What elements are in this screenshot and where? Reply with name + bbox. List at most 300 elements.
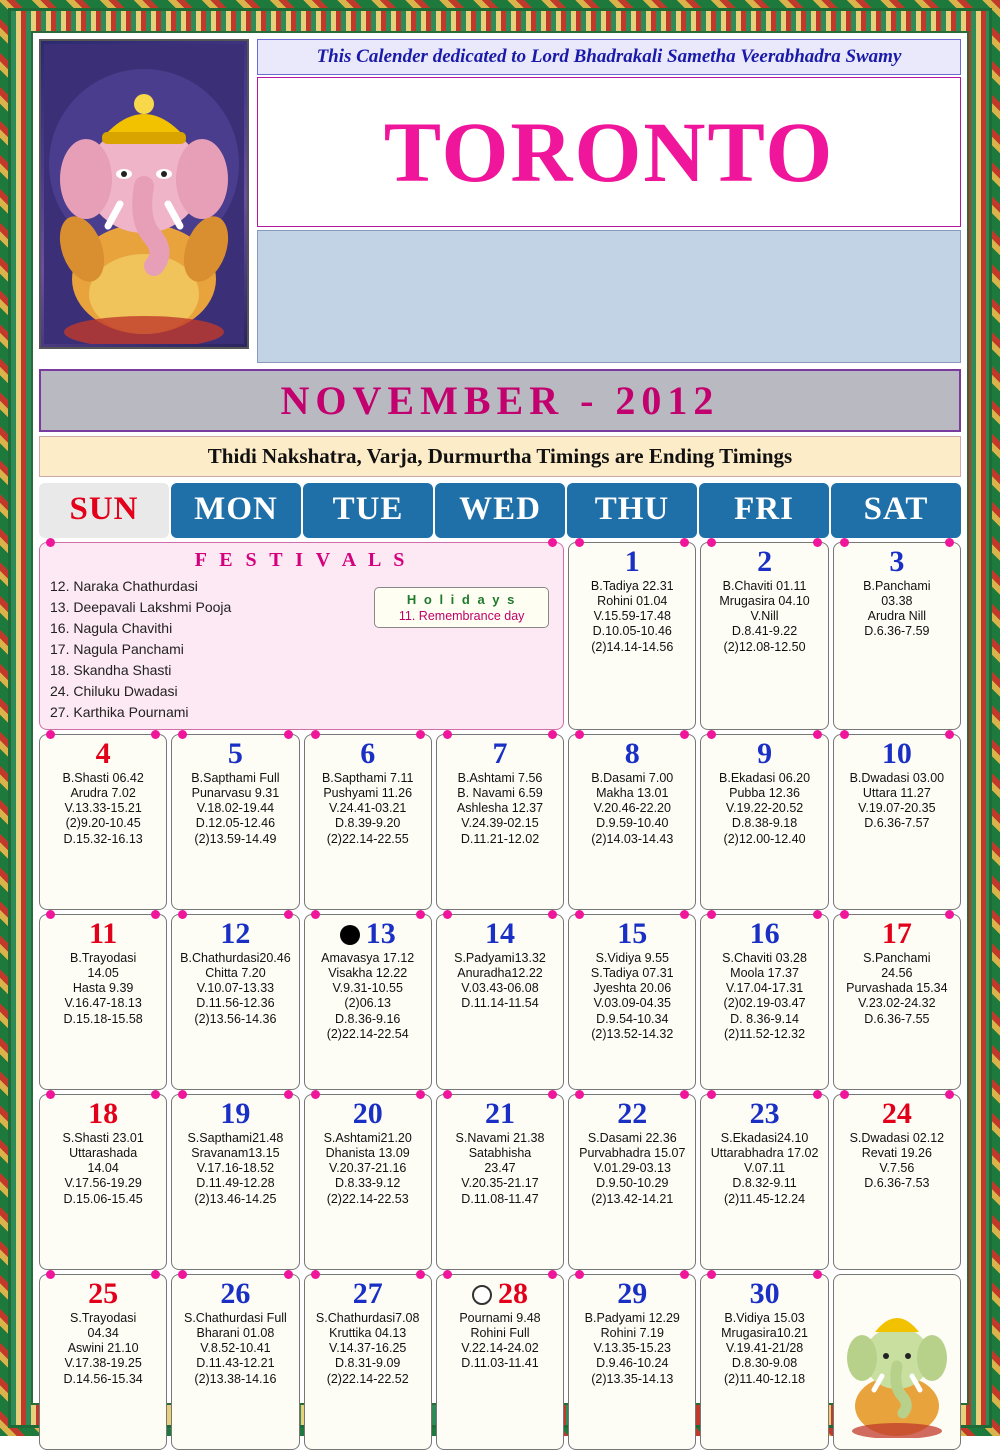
day-detail-line: D.11.03-11.41 — [461, 1356, 539, 1371]
day-details — [703, 579, 825, 655]
day-detail-line: B.Trayodasi — [70, 950, 137, 965]
pin-dot — [548, 538, 557, 547]
weekday-sun: SUN — [39, 483, 169, 538]
day-detail-line: 24.56 — [881, 965, 913, 980]
day-cell-5[interactable] — [171, 734, 299, 910]
day-detail-line: 23.47 — [484, 1161, 516, 1175]
day-detail-line: S.Vidiya 9.55 — [595, 950, 669, 965]
day-cell-16[interactable] — [700, 914, 828, 1090]
day-details — [439, 1131, 561, 1207]
day-detail-line: V.19.22-20.52 — [725, 801, 804, 815]
pin-dot — [416, 730, 425, 739]
day-detail-line: Arudra Nill — [867, 609, 927, 623]
day-detail-line: B.Shasti 06.42 — [62, 770, 144, 785]
day-detail-line: V.13.33-15.21 — [64, 801, 142, 815]
festival-item: 17. Nagula Panchami — [50, 641, 184, 657]
day-cell-15[interactable] — [568, 914, 696, 1090]
day-details — [439, 771, 561, 847]
day-details — [174, 771, 296, 847]
festivals-title: F E S T I V A L S — [194, 549, 409, 571]
day-detail-line: Jyeshta 20.06 — [593, 981, 672, 995]
pin-dot — [46, 1090, 55, 1099]
day-details — [571, 1131, 693, 1207]
day-cell-9[interactable] — [700, 734, 828, 910]
day-detail-line: V.19.07-20.35 — [858, 801, 936, 815]
day-detail-line: V.20.37-21.16 — [329, 1161, 407, 1175]
day-detail-line: V.24.41-03.21 — [329, 801, 407, 815]
day-cell-18[interactable] — [39, 1094, 167, 1270]
day-number: 3 — [889, 545, 905, 578]
pin-dot — [46, 910, 55, 919]
day-cell-12[interactable] — [171, 914, 299, 1090]
day-detail-line: D.12.05-12.46 — [195, 816, 276, 831]
day-detail-line: D.15.06-15.45 — [63, 1191, 143, 1206]
pin-dot — [813, 1090, 822, 1099]
day-detail-line: 03.38 — [881, 593, 913, 608]
pin-dot — [443, 910, 452, 919]
day-detail-line: Sravanam13.15 — [191, 1145, 280, 1160]
day-detail-line: V.14.37-16.25 — [329, 1341, 407, 1355]
pin-dot — [311, 910, 320, 919]
day-detail-line: S.Panchami — [863, 950, 931, 965]
day-details — [836, 579, 958, 640]
pin-dot — [945, 538, 954, 547]
day-number: 10 — [881, 737, 912, 770]
day-number: 9 — [757, 737, 773, 770]
day-detail-line: D.8.41-9.22 — [731, 624, 798, 639]
day-detail-line: S.Trayodasi — [70, 1310, 137, 1325]
day-cell-29[interactable] — [568, 1274, 696, 1450]
day-detail-line: S.Dwadasi 02.12 — [849, 1130, 945, 1145]
day-detail-line: Rohini 7.19 — [600, 1325, 664, 1340]
day-detail-line: B.Chaviti 01.11 — [722, 578, 807, 593]
pin-dot — [46, 538, 55, 547]
day-detail-line: Punarvasu 9.31 — [191, 785, 280, 800]
day-detail-line: D.15.18-15.58 — [63, 1011, 143, 1026]
day-detail-line: D. 8.36-9.14 — [730, 1011, 799, 1026]
pin-dot — [813, 730, 822, 739]
day-detail-line: D.8.36-9.16 — [335, 1011, 401, 1026]
day-detail-line: V.23.02-24.32 — [858, 996, 936, 1011]
day-details — [703, 1131, 825, 1207]
day-detail-line: V.15.59-17.48 — [593, 609, 671, 623]
day-detail-line: Uttarashada — [69, 1145, 138, 1160]
day-number: 6 — [360, 737, 376, 770]
pin-dot — [840, 538, 849, 547]
day-cell-7[interactable] — [436, 734, 564, 910]
month-banner — [39, 369, 961, 432]
day-detail-line: Ashlesha 12.37 — [456, 801, 544, 815]
day-details — [307, 771, 429, 847]
day-detail-line: (2)14.03-14.43 — [591, 831, 674, 846]
day-detail-line: V.10.07-13.33 — [196, 981, 275, 995]
day-detail-line: V.07.11 — [744, 1161, 786, 1175]
day-detail-line: V.20.35-21.17 — [461, 1176, 539, 1191]
day-detail-line: S.Chaviti 03.28 — [722, 950, 807, 965]
day-details — [174, 951, 296, 1027]
weekday-wed: WED — [435, 483, 565, 538]
day-detail-line: (2)13.46-14.25 — [194, 1191, 277, 1206]
day-number: 27 — [352, 1277, 383, 1310]
day-details — [439, 951, 561, 1012]
festival-item: 24. Chiluku Dwadasi — [50, 683, 178, 699]
pin-dot — [945, 1090, 954, 1099]
day-details — [174, 1131, 296, 1207]
day-details — [307, 1311, 429, 1387]
day-details — [836, 1131, 958, 1192]
day-detail-line: D.11.43-12.21 — [196, 1356, 275, 1371]
day-detail-line: D.6.36-7.53 — [864, 1176, 930, 1191]
pin-dot — [284, 1270, 293, 1279]
day-detail-line: Pournami 9.48 — [459, 1310, 541, 1325]
weekday-fri: FRI — [699, 483, 829, 538]
day-cell-10[interactable] — [833, 734, 961, 910]
day-number: 23 — [749, 1097, 780, 1130]
day-detail-line: V.9.31-10.55 — [332, 981, 403, 995]
day-number: 17 — [881, 917, 912, 950]
day-detail-line: (2)13.56-14.36 — [194, 1011, 277, 1026]
pin-dot — [284, 1090, 293, 1099]
city-box — [257, 77, 961, 227]
day-detail-line: B.Ashtami 7.56 — [457, 770, 543, 785]
day-detail-line: D.9.54-10.34 — [596, 1011, 669, 1026]
holiday-item: 11. Remembrance day — [398, 609, 525, 623]
day-cell-6[interactable] — [304, 734, 432, 910]
day-detail-line: (2)22.14-22.53 — [326, 1191, 409, 1206]
day-details — [836, 951, 958, 1027]
day-detail-line: B.Chathurdasi20.46 — [180, 950, 291, 965]
day-detail-line: (2)14.14-14.56 — [591, 639, 674, 654]
pin-dot — [284, 730, 293, 739]
pin-dot — [840, 910, 849, 919]
day-detail-line: S.Ekadasi24.10 — [720, 1130, 809, 1145]
day-detail-line: V.24.39-02.15 — [461, 816, 539, 831]
day-details — [571, 951, 693, 1043]
day-detail-line: Satabhisha — [468, 1145, 532, 1160]
day-detail-line: S.Shasti 23.01 — [62, 1130, 144, 1145]
day-cell-24[interactable] — [833, 1094, 961, 1270]
day-detail-line: S.Sapthami21.48 — [187, 1130, 284, 1145]
ganesha-image — [39, 39, 249, 349]
day-detail-line: D.11.21-12.02 — [460, 831, 540, 846]
day-detail-line: D.8.31-9.09 — [335, 1356, 401, 1371]
day-number: 26 — [220, 1277, 251, 1310]
city-name: TORONTO — [383, 104, 835, 200]
dedication-text: This Calender dedicated to Lord Bhadrakali Sametha Veerabhadra Swamy — [257, 39, 961, 75]
day-number: 29 — [617, 1277, 648, 1310]
weekday-header — [39, 483, 961, 538]
day-detail-line: D.6.36-7.55 — [864, 1011, 930, 1026]
day-detail-line: V.7.56 — [879, 1161, 915, 1175]
day-detail-line: V.17.04-17.31 — [725, 981, 804, 995]
day-details — [571, 771, 693, 847]
day-cell-19[interactable] — [171, 1094, 299, 1270]
day-cell-13[interactable] — [304, 914, 432, 1090]
day-detail-line: B.Sapthami Full — [191, 770, 280, 785]
weekday-sat: SAT — [831, 483, 961, 538]
pin-dot — [46, 1270, 55, 1279]
day-number: 8 — [624, 737, 640, 770]
day-cell-2[interactable] — [700, 542, 828, 730]
day-number: 7 — [492, 737, 508, 770]
calendar-sheet — [31, 31, 969, 1405]
day-detail-line: (2)22.14-22.52 — [326, 1371, 409, 1386]
day-detail-line: D.9.59-10.40 — [596, 816, 669, 831]
day-detail-line: Dhanista 13.09 — [325, 1145, 410, 1160]
day-detail-line: Rohini 01.04 — [597, 593, 668, 608]
day-detail-line: Kruttika 04.13 — [329, 1325, 407, 1340]
day-details — [703, 951, 825, 1043]
day-detail-line: V.18.02-19.44 — [196, 801, 275, 815]
pin-dot — [416, 1090, 425, 1099]
ganesha-illustration — [44, 44, 244, 344]
day-detail-line: B. Navami 6.59 — [457, 785, 543, 800]
day-detail-line: Visakha 12.22 — [328, 965, 408, 980]
day-details — [571, 1311, 693, 1387]
day-detail-line: S.Navami 21.38 — [455, 1130, 545, 1145]
day-detail-line: (2)22.14-22.55 — [326, 831, 409, 846]
calendar-grid — [39, 542, 961, 1450]
day-detail-line: V.16.47-18.13 — [64, 996, 142, 1011]
day-detail-line: V.03.43-06.08 — [461, 981, 539, 995]
month-title: NOVEMBER - 2012 — [280, 378, 720, 423]
day-detail-line: B.Sapthami 7.11 — [321, 770, 414, 785]
day-detail-line: Moola 17.37 — [730, 965, 799, 980]
day-number: 4 — [95, 737, 111, 770]
day-detail-line: B.Tadiya 22.31 — [590, 578, 674, 593]
day-detail-line: Pushyami 11.26 — [323, 785, 413, 800]
day-number: 28 — [439, 1278, 561, 1310]
day-details — [836, 771, 958, 832]
day-cell-20[interactable] — [304, 1094, 432, 1270]
day-detail-line: (2)11.45-12.24 — [724, 1191, 806, 1206]
day-details — [703, 1311, 825, 1387]
day-detail-line: Aswini 21.10 — [67, 1341, 139, 1355]
day-detail-line: V.03.09-04.35 — [593, 996, 671, 1011]
day-detail-line: (2)12.00-12.40 — [723, 831, 806, 846]
day-detail-line: 04.34 — [87, 1325, 119, 1340]
day-detail-line: B.Dasami 7.00 — [591, 770, 674, 785]
header-section — [33, 33, 967, 363]
day-number: 12 — [220, 917, 251, 950]
day-number: 19 — [220, 1097, 251, 1130]
day-number: 25 — [88, 1277, 119, 1310]
day-number: 1 — [624, 545, 640, 578]
day-detail-line: (2)13.35-14.13 — [591, 1371, 674, 1386]
pin-dot — [813, 538, 822, 547]
day-detail-line: D.11.08-11.47 — [461, 1191, 539, 1206]
pin-dot — [311, 1090, 320, 1099]
pin-dot — [443, 1270, 452, 1279]
pin-dot — [840, 730, 849, 739]
day-detail-line: S.Padyami13.32 — [454, 950, 546, 965]
day-detail-line: V.8.52-10.41 — [200, 1341, 271, 1355]
day-detail-line: (2)13.52-14.32 — [591, 1026, 674, 1041]
timings-note: Thidi Nakshatra, Varja, Durmurtha Timings are Ending Timings — [39, 436, 961, 477]
day-detail-line: D.11.56-12.36 — [196, 996, 275, 1011]
day-details — [42, 771, 164, 847]
day-detail-line: D.6.36-7.57 — [864, 816, 930, 831]
day-detail-line: D.8.30-9.08 — [731, 1356, 798, 1371]
day-detail-line: D.11.14-11.54 — [461, 996, 539, 1011]
holidays-box — [374, 587, 549, 628]
day-detail-line: Hasta 9.39 — [72, 981, 134, 995]
day-detail-line: D.9.50-10.29 — [596, 1176, 669, 1191]
day-detail-line: D.9.46-10.24 — [596, 1356, 669, 1371]
day-number: 22 — [617, 1097, 648, 1130]
day-cell-14[interactable] — [436, 914, 564, 1090]
day-detail-line: D.15.32-16.13 — [63, 831, 143, 846]
day-number: 2 — [757, 545, 773, 578]
day-detail-line: 14.04 — [87, 1161, 119, 1175]
day-details — [571, 579, 693, 655]
day-detail-line: B.Vidiya 15.03 — [724, 1310, 805, 1325]
day-cell-28[interactable] — [436, 1274, 564, 1450]
day-cell-23[interactable] — [700, 1094, 828, 1270]
day-cell-3[interactable] — [833, 542, 961, 730]
day-detail-line: D.10.05-10.46 — [592, 624, 672, 639]
day-number: 15 — [617, 917, 648, 950]
day-detail-line: Mrugasira 04.10 — [719, 593, 810, 608]
day-cell-25[interactable] — [39, 1274, 167, 1450]
day-detail-line: (2)02.19-03.47 — [723, 996, 806, 1011]
day-details — [42, 951, 164, 1027]
day-number: 5 — [227, 737, 243, 770]
pin-dot — [945, 730, 954, 739]
day-detail-line: D.8.33-9.12 — [335, 1176, 401, 1191]
day-detail-line: Uttarabhadra 17.02 — [710, 1145, 819, 1160]
pin-dot — [443, 730, 452, 739]
pin-dot — [311, 1270, 320, 1279]
day-cell-21[interactable] — [436, 1094, 564, 1270]
day-cell-27[interactable] — [304, 1274, 432, 1450]
day-detail-line: V.22.14-24.02 — [461, 1341, 539, 1355]
day-detail-line: (2)9.20-10.45 — [65, 816, 141, 831]
day-detail-line: D.11.49-12.28 — [196, 1176, 275, 1191]
day-detail-line: V.20.46-22.20 — [593, 801, 671, 815]
day-cell-1[interactable] — [568, 542, 696, 730]
day-cell-22[interactable] — [568, 1094, 696, 1270]
day-detail-line: (2)13.42-14.21 — [591, 1191, 674, 1206]
day-detail-line: Purvabhadra 15.07 — [579, 1145, 686, 1160]
weekday-thu: THU — [567, 483, 697, 538]
ganesha-small-icon — [842, 1288, 952, 1438]
day-number: 13 — [307, 918, 429, 950]
day-detail-line: V.17.38-19.25 — [64, 1356, 142, 1371]
day-cell-8[interactable] — [568, 734, 696, 910]
day-detail-line: Pubba 12.36 — [729, 785, 801, 800]
pin-dot — [416, 1270, 425, 1279]
day-number: 14 — [484, 917, 515, 950]
pin-dot — [416, 910, 425, 919]
day-detail-line: D.8.39-9.20 — [335, 816, 401, 831]
ganesha-decoration-cell — [833, 1274, 961, 1450]
day-cell-17[interactable] — [833, 914, 961, 1090]
day-detail-line: Rohini Full — [470, 1325, 530, 1340]
day-cell-4[interactable] — [39, 734, 167, 910]
day-detail-line: V.17.16-18.52 — [196, 1161, 275, 1175]
festival-item: 18. Skandha Shasti — [50, 662, 172, 678]
day-detail-line: B.Dwadasi 03.00 — [849, 770, 945, 785]
day-detail-line: (2)22.14-22.54 — [326, 1026, 409, 1041]
day-detail-line: B.Panchami — [863, 578, 931, 593]
day-detail-line: V.17.56-19.29 — [64, 1176, 142, 1191]
pin-dot — [284, 910, 293, 919]
day-detail-line: D.14.56-15.34 — [63, 1371, 143, 1386]
full-moon-icon — [472, 1285, 492, 1305]
day-detail-line: Purvashada 15.34 — [846, 981, 948, 995]
pin-dot — [945, 910, 954, 919]
day-number: 24 — [881, 1097, 912, 1130]
day-detail-line: D.6.36-7.59 — [864, 624, 930, 639]
decorative-border — [8, 8, 992, 1428]
day-detail-line: Revati 19.26 — [861, 1145, 932, 1160]
holidays-title: H o l i d a y s — [406, 592, 517, 607]
pin-dot — [813, 910, 822, 919]
day-cell-26[interactable] — [171, 1274, 299, 1450]
pin-dot — [311, 730, 320, 739]
day-detail-line: D.8.32-9.11 — [732, 1176, 797, 1191]
day-details — [42, 1131, 164, 1207]
day-detail-line: Amavasya 17.12 — [321, 950, 415, 965]
day-number: 16 — [749, 917, 780, 950]
day-detail-line: (2)13.38-14.16 — [194, 1371, 277, 1386]
day-detail-line: Arudra 7.02 — [70, 785, 136, 800]
festival-item: 27. Karthika Pournami — [50, 704, 189, 720]
day-detail-line: S.Tadiya 07.31 — [590, 965, 674, 980]
festival-item: 13. Deepavali Lakshmi Pooja — [50, 599, 232, 615]
day-details — [703, 771, 825, 847]
day-detail-line: Anuradha12.22 — [457, 965, 543, 980]
day-detail-line: B.Ekadasi 06.20 — [719, 770, 811, 785]
day-detail-line: (2)06.13 — [344, 996, 391, 1011]
day-detail-line: Uttara 11.27 — [862, 785, 931, 800]
day-details — [307, 951, 429, 1043]
day-number: 20 — [352, 1097, 383, 1130]
day-details — [42, 1311, 164, 1387]
day-number: 18 — [88, 1097, 119, 1130]
day-detail-line: 14.05 — [87, 965, 119, 980]
day-detail-line: V.Nill — [750, 609, 779, 623]
day-detail-line: (2)11.52-12.32 — [724, 1026, 806, 1041]
day-cell-11[interactable] — [39, 914, 167, 1090]
day-detail-line: (2)13.59-14.49 — [194, 831, 277, 846]
festivals-panel — [39, 542, 564, 730]
day-detail-line: Mrugasira10.21 — [721, 1325, 808, 1340]
pin-dot — [840, 1090, 849, 1099]
day-details — [174, 1311, 296, 1387]
festival-item: 12. Naraka Chathurdasi — [50, 578, 198, 594]
day-detail-line: S.Ashtami21.20 — [323, 1130, 412, 1145]
day-detail-line: (2)11.40-12.18 — [724, 1371, 806, 1386]
weekday-tue: TUE — [303, 483, 433, 538]
day-detail-line: B.Padyami 12.29 — [584, 1310, 680, 1325]
day-details — [307, 1131, 429, 1207]
day-detail-line: V.19.41-21/28 — [725, 1341, 804, 1355]
title-column — [257, 39, 961, 363]
day-detail-line: Bharani 01.08 — [196, 1325, 275, 1340]
day-details — [439, 1311, 561, 1372]
pin-dot — [443, 1090, 452, 1099]
festival-item: 16. Nagula Chavithi — [50, 620, 173, 636]
day-cell-30[interactable] — [700, 1274, 828, 1450]
pin-dot — [813, 1270, 822, 1279]
weekday-mon: MON — [171, 483, 301, 538]
day-detail-line: S.Chathurdasi7.08 — [315, 1310, 420, 1325]
day-number: 30 — [749, 1277, 780, 1310]
day-detail-line: (2)12.08-12.50 — [723, 639, 806, 654]
day-detail-line: V.01.29-03.13 — [593, 1161, 671, 1175]
